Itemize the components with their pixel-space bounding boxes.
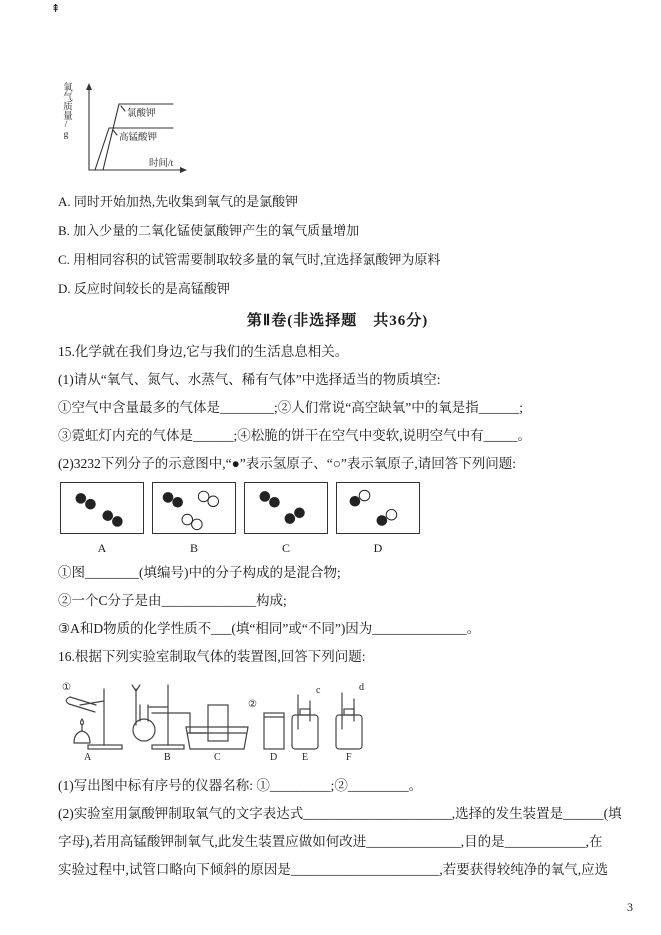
apparatus-callout-1: ① — [62, 682, 71, 693]
page-number: 3 — [627, 900, 633, 914]
page-corner-mark: ⇞ — [51, 3, 61, 15]
molecule-label-d: D — [373, 541, 383, 555]
q15-part2: (2)3232下列分子的示意图中,“●”表示氢原子、“○”表示氧原子,请回答下列问题: — [58, 456, 517, 471]
molecule-label-c: C — [281, 541, 290, 555]
x-axis-arrow — [180, 167, 187, 173]
apparatus-label-f: F — [346, 752, 352, 761]
option-b: B. 加入少量的二氧化锰使氯酸钾产生的氧气质量增加 — [58, 223, 360, 238]
graph-x-axis-label: 时间/t — [149, 159, 174, 169]
apparatus-label-c: C — [214, 752, 221, 761]
molecule-label-b: B — [189, 541, 198, 555]
option-a: A. 同时开始加热,先收集到氧气的是氯酸钾 — [58, 194, 299, 209]
molecule-diagram-row — [60, 482, 617, 555]
apparatus-label-a: A — [84, 752, 92, 761]
molecule-diagram-a — [60, 482, 144, 534]
option-c: C. 用相同容积的试管需要制取较多量的氧气时,宜选择氯酸钾为原料 — [58, 252, 441, 267]
option-d: D. 反应时间较长的是高锰酸钾 — [58, 281, 230, 296]
q15-intro: 15.化学就在我们身边,它与我们的生活息息相关。 — [58, 344, 349, 359]
graph-line2-label: 高锰酸钾 — [119, 133, 158, 143]
molecule-diagram-b — [152, 482, 236, 534]
molecule-box-d — [336, 482, 420, 555]
apparatus-tube-d-label: d — [359, 682, 364, 693]
apparatus-callout-2: ② — [248, 699, 257, 710]
molecule-box-a — [60, 482, 144, 555]
apparatus-label-e: E — [302, 752, 309, 761]
q16-line3: 字母),若用高锰酸钾制氧气,此发生装置应做如何改进______________,目的是____________,在 — [58, 834, 603, 849]
q15-sub2: ②一个C分子是由______________构成; — [58, 593, 287, 608]
choice-options — [58, 193, 617, 297]
q15-part1-blank-line1: ①空气中含量最多的气体是________;②人们常说“高空缺氧”中的氧是指______; — [58, 400, 523, 415]
q16-intro: 16.根据下列实验室制取气体的装置图,回答下列问题: — [58, 649, 366, 664]
oxygen-mass-time-graph — [60, 80, 220, 177]
q15-part1: (1)请从“氧气、氮气、水蒸气、稀有气体”中选择适当的物质填空: — [58, 372, 441, 387]
q16-line1: (1)写出图中标有序号的仪器名称: ①_________;②_________。 — [58, 778, 423, 793]
molecule-box-c — [244, 482, 328, 555]
molecule-label-a: A — [97, 541, 107, 555]
molecule-diagram-d — [336, 482, 420, 534]
graph-y-axis-label: 氧气质量/g — [60, 82, 71, 140]
y-axis-arrow — [86, 83, 92, 90]
graph-canvas — [73, 80, 213, 177]
molecule-diagram-c — [244, 482, 328, 534]
q15-sub3: ③A和D物质的化学性质不___(填“相同”或“不同”)因为______________。 — [58, 621, 481, 636]
apparatus-label-d: D — [270, 752, 278, 761]
q16-line4: 实验过程中,试管口略向下倾斜的原因是______________________,若要获得较纯净的氧气,应选 — [58, 862, 609, 877]
apparatus-tube-c-label: c — [316, 685, 321, 696]
q15-sub1: ①图________(填编号)中的分子构成的是混合物; — [58, 565, 341, 580]
graph-line1-label: 氯酸钾 — [127, 109, 156, 119]
apparatus-label-b: B — [164, 752, 171, 761]
section-title: 第Ⅱ卷(非选择题 共36分) — [246, 313, 429, 329]
molecule-box-b — [152, 482, 236, 555]
q15-part1-blank-line2: ③霓虹灯内充的气体是______;④松脆的饼干在空气中变软,说明空气中有_____。 — [58, 428, 531, 443]
lab-apparatus-figure — [60, 677, 395, 761]
q16-line2: (2)实验室用氯酸钾制取氧气的文字表达式______________________,选择的发生装置是______(填 — [58, 806, 622, 821]
